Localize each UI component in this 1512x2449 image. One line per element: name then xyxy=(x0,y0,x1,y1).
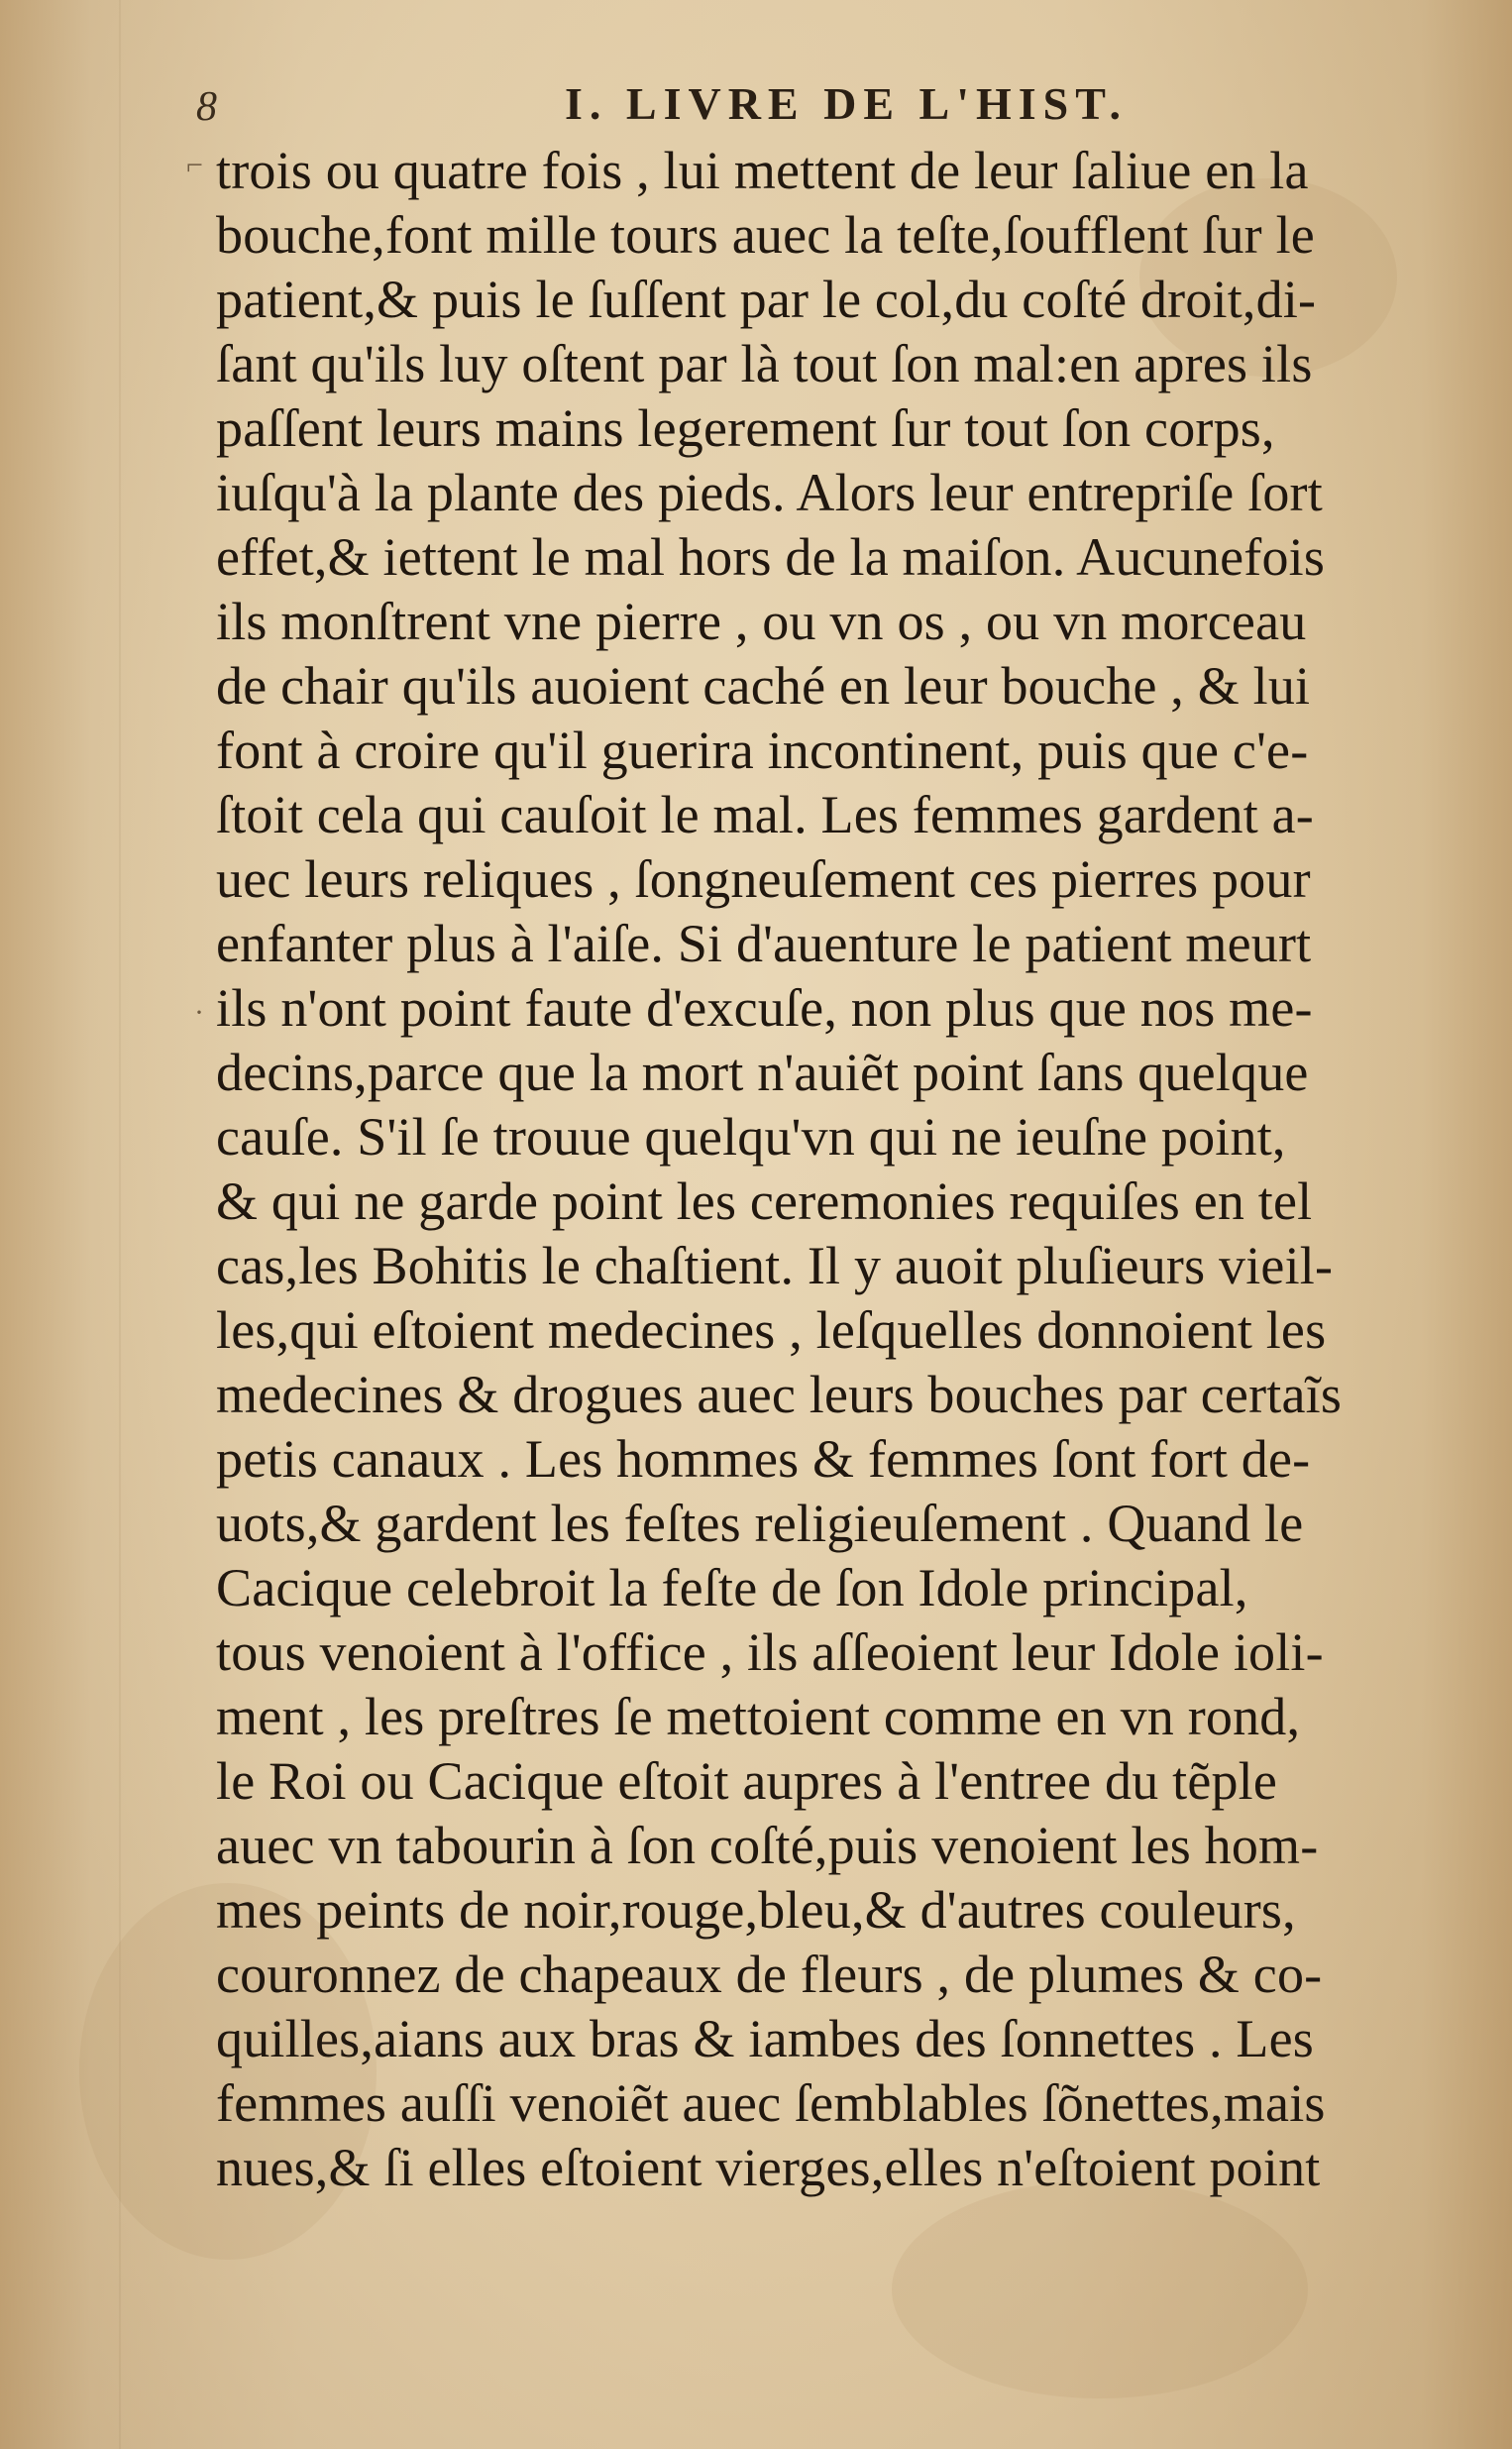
text-line: trois ou quatre fois , lui mettent de leur ſaliue en la xyxy=(216,141,1309,200)
text-line: ils monſtrent vne pierre , ou vn os , ou vn morceau xyxy=(216,592,1307,651)
margin-mark: ⌐ xyxy=(186,149,203,181)
text-line: cauſe. S'il ſe trouue quelqu'vn qui ne ieuſne point, xyxy=(216,1107,1286,1167)
text-line: iuſqu'à la plante des pieds. Alors leur entrepriſe ſort xyxy=(216,463,1323,522)
text-line: ils n'ont point faute d'excuſe, non plus que nos me- xyxy=(216,978,1313,1038)
text-line: cas,les Bohitis le chaſtient. Il y auoit pluſieurs vieil- xyxy=(216,1236,1334,1295)
running-title: I. LIVRE DE L'HIST. xyxy=(565,78,1129,129)
text-line: Cacique celebroit la feſte de ſon Idole principal, xyxy=(216,1558,1248,1617)
text-line: petis canaux . Les hommes & femmes ſont fort de- xyxy=(216,1429,1311,1489)
text-line: uots,& gardent les feſtes religieuſement . Quand le xyxy=(216,1494,1304,1553)
text-line: ment , les preſtres ſe mettoient comme en vn rond, xyxy=(216,1687,1301,1746)
text-line: les,qui eſtoient medecines , leſquelles donnoient les xyxy=(216,1300,1327,1360)
running-head xyxy=(0,77,1512,137)
text-line: effet,& iettent le mal hors de la maiſon. Aucunefois xyxy=(216,527,1326,587)
text-line: tous venoient à l'office , ils aſſeoient leur Idole ioli- xyxy=(216,1622,1324,1682)
text-line: ſtoit cela qui cauſoit le mal. Les femmes gardent a- xyxy=(216,785,1314,844)
paper-stain xyxy=(892,2180,1308,2398)
text-line: paſſent leurs mains legerement ſur tout ſon corps, xyxy=(216,398,1275,458)
page-number: 8 xyxy=(196,84,217,130)
margin-mark: · xyxy=(194,996,204,1029)
text-line: medecines & drogues auec leurs bouches par certaĩs xyxy=(216,1365,1343,1424)
text-line: patient,& puis le ſuſſent par le col,du coſté droit,di- xyxy=(216,270,1317,329)
page-gutter-shadow xyxy=(119,0,121,2449)
text-line: bouche,font mille tours auec la teſte,ſoufflent ſur le xyxy=(216,205,1315,265)
text-line: enfanter plus à l'aiſe. Si d'auenture le patient meurt xyxy=(216,914,1312,973)
text-line: quilles,aians aux bras & iambes des ſonnettes . Les xyxy=(216,2009,1314,2068)
text-line: decins,parce que la mort n'auiẽt point ſans quelque xyxy=(216,1043,1309,1102)
text-line: font à croire qu'il guerira incontinent, puis que c'e- xyxy=(216,721,1309,780)
text-line: ſant qu'ils luy oſtent par là tout ſon mal:en apres ils xyxy=(216,334,1313,393)
body-text xyxy=(216,139,1445,2200)
text-line: de chair qu'ils auoient caché en leur bouche , & lui xyxy=(216,656,1311,716)
text-line: le Roi ou Cacique eſtoit aupres à l'entree du tẽple xyxy=(216,1751,1278,1811)
text-line: couronnez de chapeaux de fleurs , de plumes & co- xyxy=(216,1945,1323,2004)
text-line: & qui ne garde point les ceremonies requiſes en tel xyxy=(216,1171,1313,1231)
text-line: auec vn tabourin à ſon coſté,puis venoient les hom- xyxy=(216,1816,1319,1875)
text-line: nues,& ſi elles eſtoient vierges,elles n'eſtoient point xyxy=(216,2138,1321,2197)
text-line: femmes auſſi venoiẽt auec ſemblables ſõnettes,mais xyxy=(216,2073,1326,2133)
text-line: mes peints de noir,rouge,bleu,& d'autres couleurs, xyxy=(216,1880,1296,1940)
text-line: uec leurs reliques , ſongneuſement ces pierres pour xyxy=(216,849,1311,909)
